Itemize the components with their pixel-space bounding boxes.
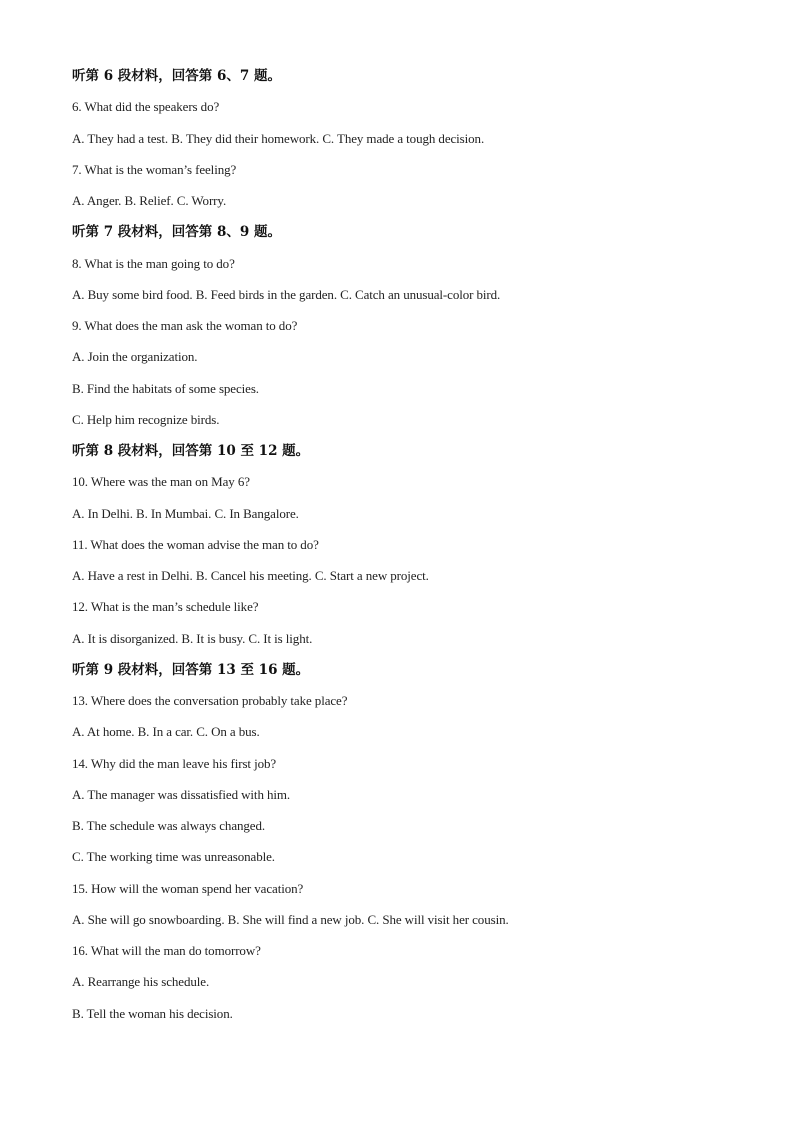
answer-options: A. Rearrange his schedule. bbox=[72, 974, 210, 990]
section-heading: 听第 7 段材料，回答第 8、9 题。 bbox=[72, 224, 281, 241]
answer-options: A. In Delhi. B. In Mumbai. C. In Bangalore. bbox=[72, 505, 299, 521]
answer-options: B. Find the habitats of some species. bbox=[72, 380, 259, 396]
question-text: 16. What will the man do tomorrow? bbox=[72, 943, 261, 958]
question-text: 6. What did the speakers do? bbox=[72, 99, 220, 115]
answer-options: A. She will go snowboarding. B. She will find a new job. C. She will visit her cousin. bbox=[72, 911, 509, 927]
answer-options: A. The manager was dissatisfied with him. bbox=[72, 786, 291, 802]
question-text: 10. Where was the man on May 6? bbox=[72, 474, 250, 490]
answer-options: A. They had a test. B. They did their homework. C. They made a tough decision. bbox=[72, 130, 485, 146]
answer-options: A. Anger. B. Relief. C. Worry. bbox=[72, 193, 227, 208]
answer-options: A. Join the organization. bbox=[72, 349, 198, 365]
question-text: 7. What is the woman’s feeling? bbox=[72, 161, 237, 177]
question-text: 15. How will the woman spend her vacation? bbox=[72, 880, 304, 896]
section-heading: 听第 9 段材料，回答第 13 至 16 题。 bbox=[72, 661, 310, 678]
question-text: 11. What does the woman advise the man to do? bbox=[72, 536, 319, 552]
question-text: 14. Why did the man leave his first job? bbox=[72, 755, 277, 771]
section-heading: 听第 8 段材料，回答第 10 至 12 题。 bbox=[72, 443, 310, 459]
answer-options: A. Have a rest in Delhi. B. Cancel his meeting. C. Start a new project. bbox=[72, 568, 429, 583]
answer-options: A. It is disorganized. B. It is busy. C. It is light. bbox=[72, 630, 313, 646]
answer-options: B. Tell the woman his decision. bbox=[72, 1005, 233, 1021]
answer-options: A. At home. B. In a car. C. On a bus. bbox=[72, 724, 260, 740]
question-text: 13. Where does the conversation probably take place? bbox=[72, 693, 348, 708]
answer-options: C. The working time was unreasonable. bbox=[72, 849, 275, 865]
question-text: 12. What is the man’s schedule like? bbox=[72, 599, 259, 615]
question-text: 8. What is the man going to do? bbox=[72, 255, 235, 271]
answer-options: B. The schedule was always changed. bbox=[72, 818, 266, 833]
answer-options: A. Buy some bird food. B. Feed birds in the garden. C. Catch an unusual-color bird. bbox=[72, 286, 501, 302]
question-text: 9. What does the man ask the woman to do? bbox=[72, 318, 298, 333]
answer-options: C. Help him recognize birds. bbox=[72, 411, 220, 427]
section-heading: 听第 6 段材料，回答第 6、7 题。 bbox=[72, 68, 281, 84]
